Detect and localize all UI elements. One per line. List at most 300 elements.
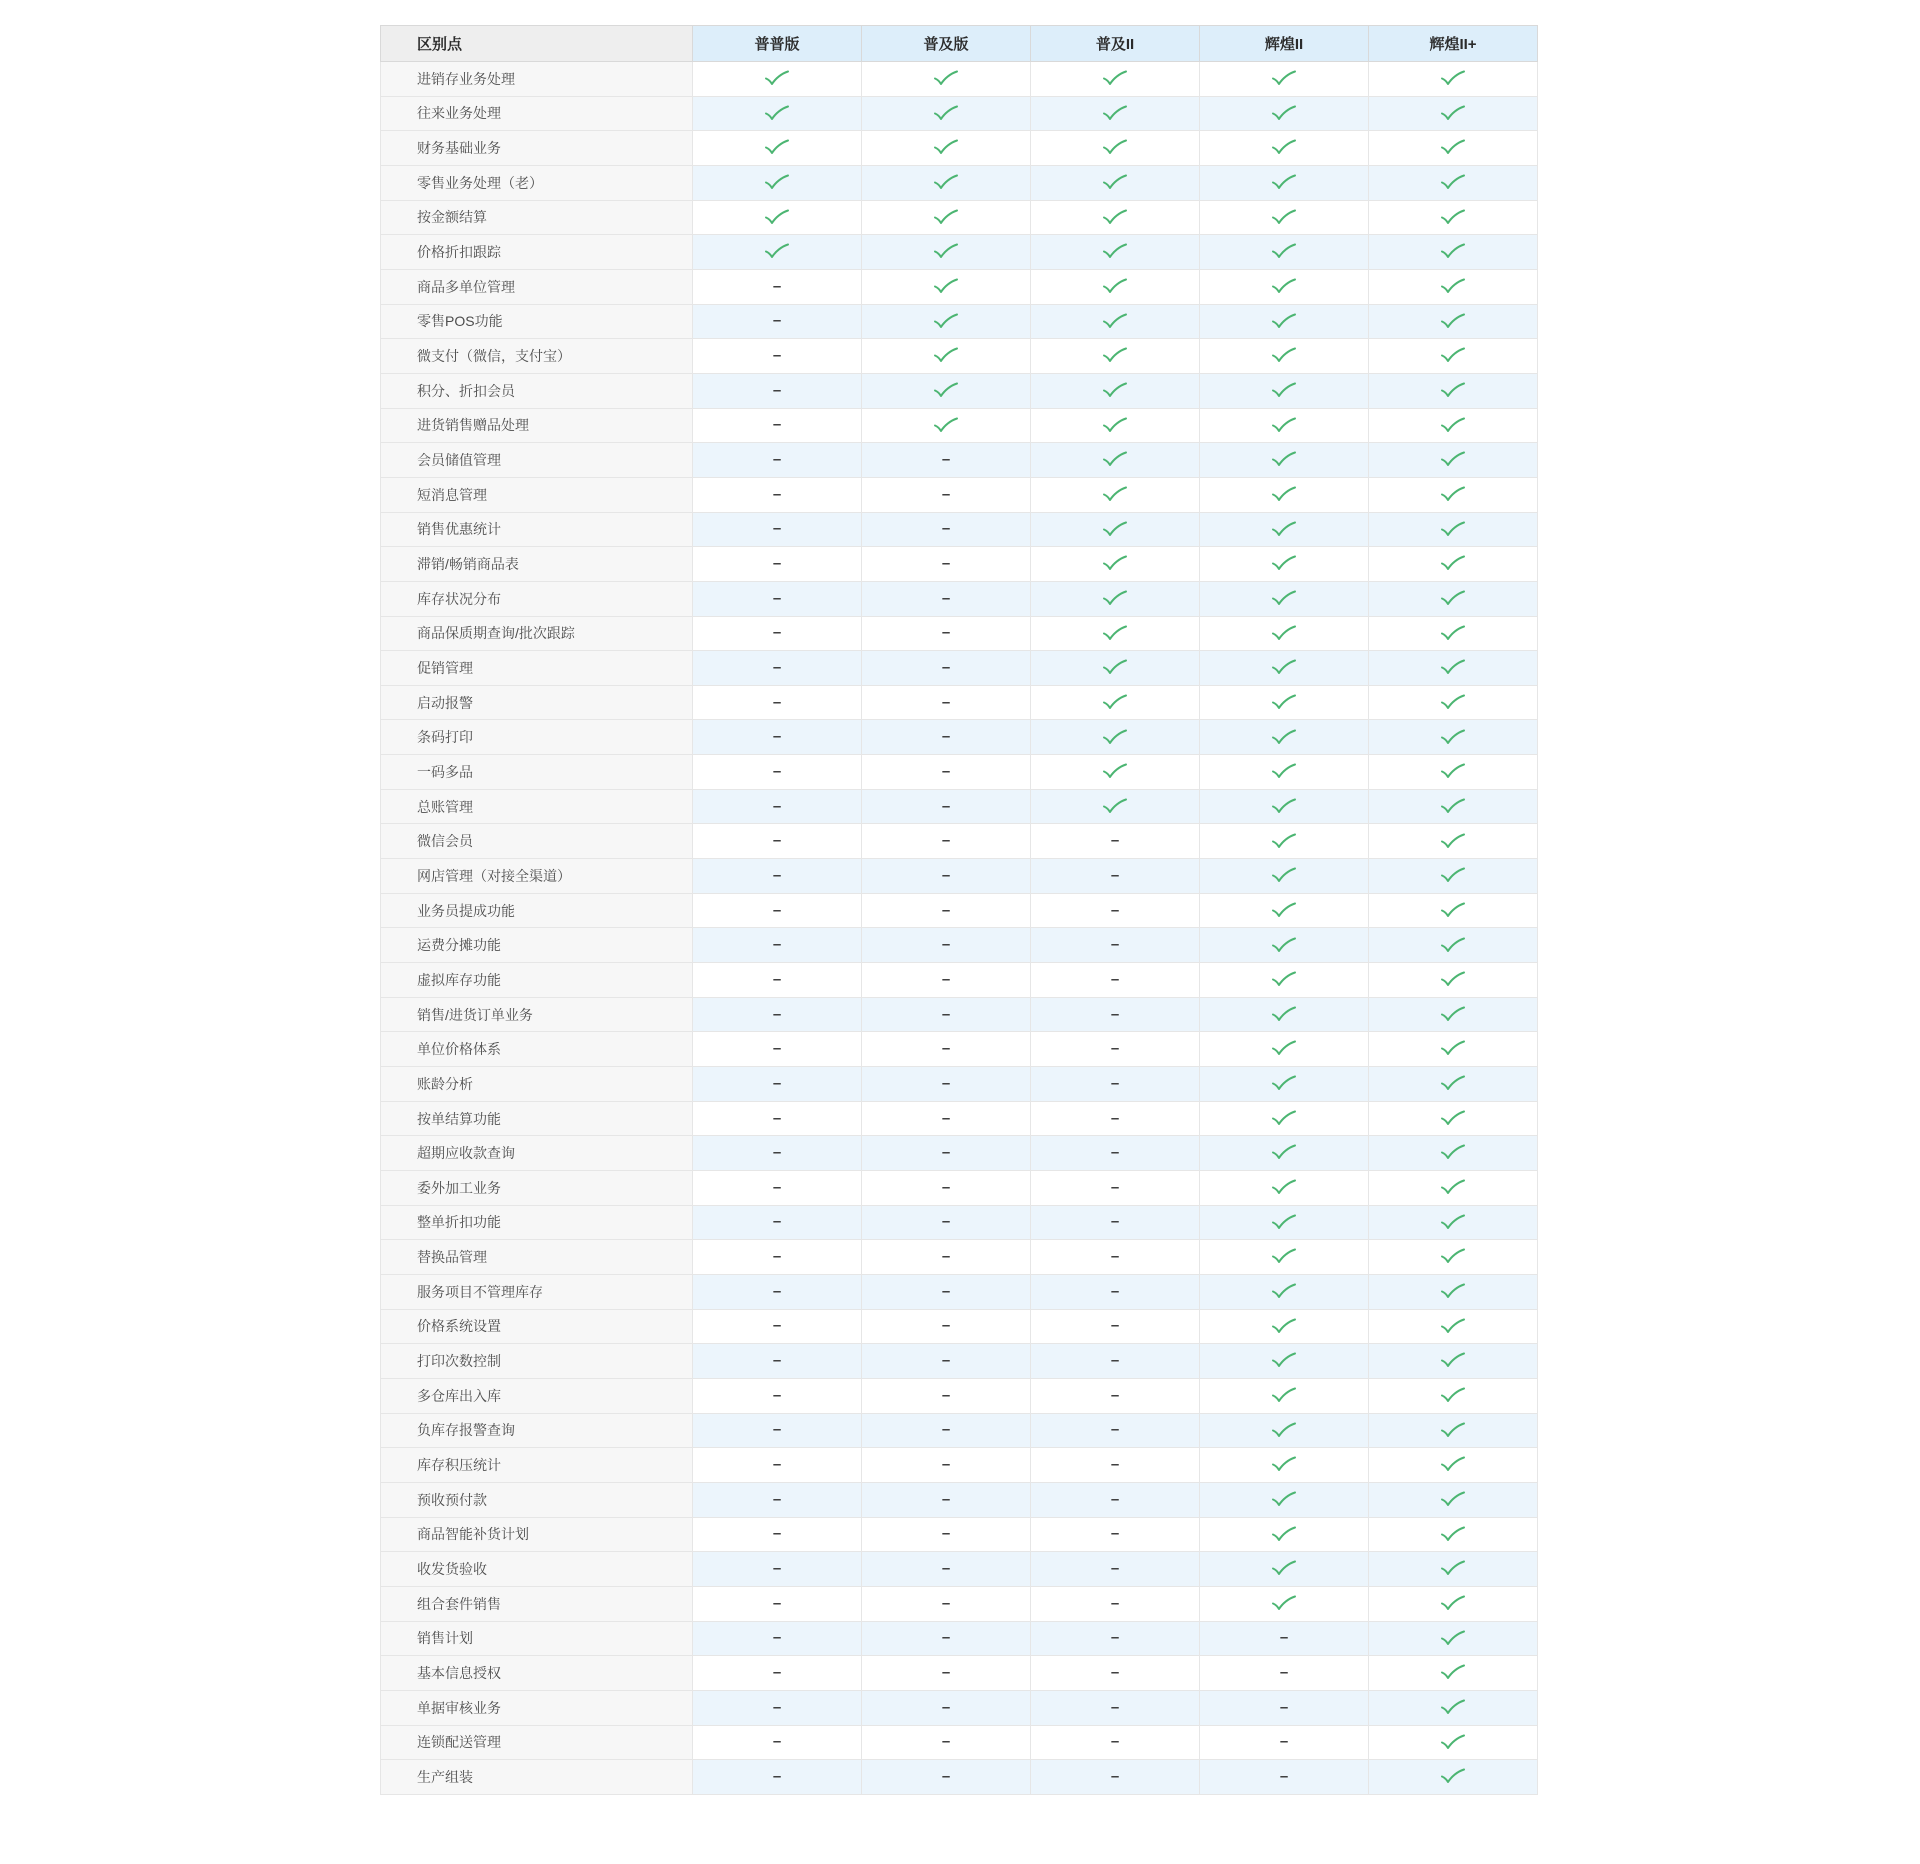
check-icon: [1101, 174, 1129, 191]
dash-cell: [862, 963, 1031, 998]
check-cell: [862, 235, 1031, 270]
dash-cell: [693, 408, 862, 443]
check-icon: [1270, 1526, 1298, 1543]
dash-icon: –: [1110, 1421, 1120, 1439]
dash-icon: –: [1279, 1664, 1289, 1682]
dash-icon: –: [772, 1317, 782, 1335]
dash-icon: –: [772, 1074, 782, 1092]
dash-icon: –: [941, 1213, 951, 1231]
check-icon: [1439, 139, 1467, 156]
check-icon: [932, 278, 960, 295]
dash-cell: [862, 443, 1031, 478]
check-icon: [1101, 763, 1129, 780]
check-icon: [1439, 1560, 1467, 1577]
dash-cell: [1031, 1690, 1200, 1725]
check-icon: [1270, 1214, 1298, 1231]
dash-icon: –: [941, 1282, 951, 1300]
dash-cell: [1031, 1725, 1200, 1760]
dash-cell: [1031, 1171, 1200, 1206]
check-icon: [1270, 1560, 1298, 1577]
check-cell: [862, 96, 1031, 131]
check-icon: [1439, 1630, 1467, 1647]
dash-icon: –: [1110, 1560, 1120, 1578]
dash-icon: –: [941, 728, 951, 746]
dash-cell: [862, 859, 1031, 894]
check-icon: [1439, 1144, 1467, 1161]
check-icon: [1270, 347, 1298, 364]
check-cell: [862, 62, 1031, 97]
check-cell: [1200, 997, 1369, 1032]
table-row: [381, 1621, 1538, 1656]
table-row: [381, 893, 1538, 928]
check-cell: [693, 96, 862, 131]
feature-label: 滞销/畅销商品表: [381, 547, 693, 582]
check-icon: [1439, 1075, 1467, 1092]
table-row: [381, 235, 1538, 270]
check-cell: [1369, 165, 1538, 200]
table-row: [381, 1171, 1538, 1206]
dash-icon: –: [1110, 1005, 1120, 1023]
dash-cell: [862, 1067, 1031, 1102]
check-icon: [1101, 729, 1129, 746]
check-cell: [1369, 928, 1538, 963]
check-cell: [1200, 1448, 1369, 1483]
dash-cell: [1031, 1032, 1200, 1067]
dash-icon: –: [1110, 1629, 1120, 1647]
dash-cell: [693, 1378, 862, 1413]
check-cell: [1031, 269, 1200, 304]
dash-icon: –: [772, 520, 782, 538]
dash-cell: [1031, 1448, 1200, 1483]
dash-cell: [1031, 1344, 1200, 1379]
check-cell: [1369, 373, 1538, 408]
dash-cell: [693, 1240, 862, 1275]
check-icon: [1101, 70, 1129, 87]
check-icon: [1101, 417, 1129, 434]
check-cell: [1200, 1136, 1369, 1171]
check-icon: [1439, 1387, 1467, 1404]
check-cell: [1200, 477, 1369, 512]
dash-icon: –: [941, 1767, 951, 1785]
check-cell: [1200, 269, 1369, 304]
check-icon: [1101, 798, 1129, 815]
dash-cell: [862, 651, 1031, 686]
dash-cell: [693, 1274, 862, 1309]
check-icon: [1439, 937, 1467, 954]
feature-label: 一码多品: [381, 755, 693, 790]
dash-icon: –: [1110, 1248, 1120, 1266]
check-icon: [1439, 1699, 1467, 1716]
dash-icon: –: [1279, 1629, 1289, 1647]
dash-icon: –: [941, 832, 951, 850]
feature-label: 业务员提成功能: [381, 893, 693, 928]
dash-icon: –: [941, 1525, 951, 1543]
check-cell: [1200, 928, 1369, 963]
check-icon: [1270, 1422, 1298, 1439]
table-row: [381, 477, 1538, 512]
feature-label: 商品保质期查询/批次跟踪: [381, 616, 693, 651]
dash-cell: [1031, 997, 1200, 1032]
table-row: [381, 1032, 1538, 1067]
check-icon: [1270, 174, 1298, 191]
dash-cell: [862, 1413, 1031, 1448]
check-cell: [1369, 200, 1538, 235]
check-icon: [1270, 1040, 1298, 1057]
dash-icon: –: [772, 1490, 782, 1508]
check-cell: [1369, 1344, 1538, 1379]
check-cell: [1031, 165, 1200, 200]
check-icon: [1270, 278, 1298, 295]
dash-icon: –: [772, 658, 782, 676]
check-icon: [1270, 590, 1298, 607]
check-icon: [1270, 937, 1298, 954]
dash-cell: [862, 928, 1031, 963]
table-row: [381, 1586, 1538, 1621]
check-icon: [1101, 486, 1129, 503]
dash-icon: –: [1110, 1317, 1120, 1335]
feature-label: 库存积压统计: [381, 1448, 693, 1483]
dash-icon: –: [1110, 1352, 1120, 1370]
check-icon: [1439, 313, 1467, 330]
check-cell: [1031, 789, 1200, 824]
table-row: [381, 1448, 1538, 1483]
check-icon: [1270, 486, 1298, 503]
check-cell: [693, 165, 862, 200]
check-cell: [1031, 547, 1200, 582]
check-icon: [1270, 139, 1298, 156]
dash-cell: [693, 304, 862, 339]
dash-cell: [693, 1205, 862, 1240]
check-cell: [1200, 1344, 1369, 1379]
table-row: [381, 1725, 1538, 1760]
dash-icon: –: [1110, 1386, 1120, 1404]
dash-cell: [862, 789, 1031, 824]
dash-cell: [1031, 1136, 1200, 1171]
check-cell: [1369, 581, 1538, 616]
check-icon: [932, 347, 960, 364]
dash-cell: [693, 1448, 862, 1483]
check-cell: [1200, 235, 1369, 270]
dash-cell: [862, 1656, 1031, 1691]
feature-label: 往来业务处理: [381, 96, 693, 131]
check-icon: [1270, 1144, 1298, 1161]
table-row: [381, 928, 1538, 963]
dash-icon: –: [772, 1698, 782, 1716]
dash-icon: –: [1110, 1074, 1120, 1092]
feature-label: 销售优惠统计: [381, 512, 693, 547]
check-icon: [1439, 1526, 1467, 1543]
dash-cell: [693, 477, 862, 512]
check-icon: [932, 243, 960, 260]
check-cell: [1369, 512, 1538, 547]
dash-cell: [693, 1656, 862, 1691]
dash-cell: [1031, 1621, 1200, 1656]
table-row: [381, 824, 1538, 859]
dash-icon: –: [772, 1733, 782, 1751]
dash-cell: [1200, 1760, 1369, 1795]
dash-cell: [862, 547, 1031, 582]
dash-icon: –: [772, 485, 782, 503]
check-icon: [1439, 1179, 1467, 1196]
feature-label: 进货销售赠品处理: [381, 408, 693, 443]
dash-icon: –: [941, 866, 951, 884]
check-cell: [1200, 131, 1369, 166]
dash-cell: [693, 1725, 862, 1760]
dash-cell: [862, 824, 1031, 859]
check-cell: [1031, 512, 1200, 547]
check-icon: [1439, 1456, 1467, 1473]
dash-cell: [1031, 893, 1200, 928]
check-cell: [1369, 824, 1538, 859]
dash-cell: [862, 1690, 1031, 1725]
dash-cell: [693, 720, 862, 755]
check-icon: [1270, 243, 1298, 260]
check-icon: [1439, 1283, 1467, 1300]
dash-cell: [693, 1586, 862, 1621]
check-icon: [1270, 867, 1298, 884]
check-cell: [1369, 1656, 1538, 1691]
check-cell: [1200, 1205, 1369, 1240]
check-icon: [1270, 1491, 1298, 1508]
feature-label: 委外加工业务: [381, 1171, 693, 1206]
check-cell: [1369, 789, 1538, 824]
check-icon: [1270, 105, 1298, 122]
table-row: [381, 1517, 1538, 1552]
edition-header: 普及II: [1031, 26, 1200, 62]
dash-cell: [862, 1621, 1031, 1656]
check-icon: [1439, 555, 1467, 572]
table-row: [381, 755, 1538, 790]
check-cell: [862, 339, 1031, 374]
header-row: [381, 26, 1538, 62]
check-cell: [1369, 1378, 1538, 1413]
check-cell: [1200, 755, 1369, 790]
dash-cell: [862, 512, 1031, 547]
dash-icon: –: [1110, 1040, 1120, 1058]
feature-label: 负库存报警查询: [381, 1413, 693, 1448]
check-icon: [932, 105, 960, 122]
dash-icon: –: [772, 1248, 782, 1266]
dash-icon: –: [772, 1525, 782, 1543]
check-icon: [1439, 1318, 1467, 1335]
check-cell: [1369, 893, 1538, 928]
check-cell: [1031, 200, 1200, 235]
check-cell: [1369, 1309, 1538, 1344]
feature-label: 进销存业务处理: [381, 62, 693, 97]
dash-icon: –: [772, 1767, 782, 1785]
edition-header: 普普版: [693, 26, 862, 62]
check-icon: [1439, 1422, 1467, 1439]
dash-cell: [862, 1205, 1031, 1240]
edition-comparison-table: [380, 25, 1538, 1795]
check-cell: [1369, 1517, 1538, 1552]
check-icon: [1270, 763, 1298, 780]
dash-icon: –: [941, 1248, 951, 1266]
dash-cell: [1031, 859, 1200, 894]
dash-icon: –: [1110, 832, 1120, 850]
dash-cell: [862, 1171, 1031, 1206]
dash-icon: –: [772, 832, 782, 850]
dash-cell: [862, 755, 1031, 790]
check-icon: [1439, 798, 1467, 815]
dash-cell: [862, 1586, 1031, 1621]
feature-column-header: 区别点: [381, 26, 693, 62]
dash-icon: –: [941, 1698, 951, 1716]
dash-icon: –: [772, 1560, 782, 1578]
feature-label: 微支付（微信，支付宝）: [381, 339, 693, 374]
dash-icon: –: [772, 901, 782, 919]
check-icon: [1270, 417, 1298, 434]
check-cell: [1200, 1274, 1369, 1309]
check-icon: [1439, 486, 1467, 503]
dash-icon: –: [1110, 1594, 1120, 1612]
dash-cell: [862, 1274, 1031, 1309]
feature-label: 按单结算功能: [381, 1101, 693, 1136]
check-icon: [932, 139, 960, 156]
check-icon: [1439, 1595, 1467, 1612]
feature-label: 积分、折扣会员: [381, 373, 693, 408]
table-row: [381, 1482, 1538, 1517]
check-icon: [1439, 347, 1467, 364]
table-row: [381, 859, 1538, 894]
feature-label: 销售计划: [381, 1621, 693, 1656]
feature-label: 多仓库出入库: [381, 1378, 693, 1413]
dash-cell: [1031, 1309, 1200, 1344]
check-icon: [1439, 243, 1467, 260]
check-icon: [1439, 70, 1467, 87]
table-row: [381, 1690, 1538, 1725]
table-row: [381, 547, 1538, 582]
table-row: [381, 1413, 1538, 1448]
check-icon: [1101, 694, 1129, 711]
check-cell: [1200, 62, 1369, 97]
check-cell: [862, 165, 1031, 200]
dash-icon: –: [772, 1040, 782, 1058]
table-row: [381, 1136, 1538, 1171]
check-cell: [1200, 96, 1369, 131]
dash-cell: [693, 1344, 862, 1379]
check-icon: [763, 105, 791, 122]
check-cell: [1031, 62, 1200, 97]
check-cell: [1200, 1171, 1369, 1206]
check-cell: [862, 408, 1031, 443]
check-cell: [1369, 408, 1538, 443]
check-cell: [1200, 1378, 1369, 1413]
dash-icon: –: [941, 936, 951, 954]
dash-cell: [862, 1240, 1031, 1275]
check-icon: [1270, 1595, 1298, 1612]
dash-cell: [862, 1032, 1031, 1067]
check-icon: [763, 139, 791, 156]
check-cell: [1200, 1517, 1369, 1552]
check-icon: [1101, 555, 1129, 572]
dash-cell: [693, 651, 862, 686]
dash-icon: –: [941, 1456, 951, 1474]
dash-cell: [862, 1378, 1031, 1413]
dash-cell: [693, 824, 862, 859]
feature-label: 会员储值管理: [381, 443, 693, 478]
check-cell: [1369, 1136, 1538, 1171]
check-cell: [1369, 96, 1538, 131]
dash-icon: –: [772, 1352, 782, 1370]
table-row: [381, 1274, 1538, 1309]
dash-cell: [1200, 1621, 1369, 1656]
check-cell: [1031, 443, 1200, 478]
dash-icon: –: [772, 624, 782, 642]
check-icon: [1439, 1214, 1467, 1231]
dash-cell: [693, 997, 862, 1032]
dash-cell: [693, 1413, 862, 1448]
dash-cell: [862, 1482, 1031, 1517]
check-icon: [1101, 209, 1129, 226]
edition-header: 辉煌II: [1200, 26, 1369, 62]
check-icon: [1439, 867, 1467, 884]
check-cell: [1200, 1067, 1369, 1102]
check-icon: [1270, 1075, 1298, 1092]
feature-label: 基本信息授权: [381, 1656, 693, 1691]
dash-cell: [693, 1136, 862, 1171]
dash-cell: [693, 1171, 862, 1206]
check-icon: [1270, 209, 1298, 226]
table-row: [381, 581, 1538, 616]
check-icon: [1439, 1734, 1467, 1751]
feature-label: 按金额结算: [381, 200, 693, 235]
dash-icon: –: [941, 1178, 951, 1196]
dash-icon: –: [1110, 1525, 1120, 1543]
check-cell: [1031, 373, 1200, 408]
check-cell: [1200, 1482, 1369, 1517]
check-icon: [932, 174, 960, 191]
check-icon: [1270, 659, 1298, 676]
dash-cell: [862, 1101, 1031, 1136]
check-cell: [1031, 131, 1200, 166]
dash-icon: –: [772, 1421, 782, 1439]
check-cell: [1369, 1690, 1538, 1725]
check-cell: [1369, 477, 1538, 512]
check-cell: [1200, 1101, 1369, 1136]
check-icon: [1270, 625, 1298, 642]
dash-icon: –: [1110, 970, 1120, 988]
dash-icon: –: [772, 970, 782, 988]
dash-icon: –: [772, 347, 782, 365]
dash-icon: –: [772, 416, 782, 434]
check-icon: [1270, 798, 1298, 815]
check-icon: [1439, 382, 1467, 399]
table-row: [381, 1240, 1538, 1275]
check-icon: [763, 174, 791, 191]
check-cell: [1031, 720, 1200, 755]
check-icon: [1439, 902, 1467, 919]
dash-cell: [1031, 928, 1200, 963]
feature-label: 微信会员: [381, 824, 693, 859]
check-cell: [1200, 859, 1369, 894]
check-cell: [1200, 165, 1369, 200]
check-icon: [1101, 659, 1129, 676]
feature-label: 商品智能补货计划: [381, 1517, 693, 1552]
check-cell: [1369, 547, 1538, 582]
dash-cell: [1031, 1760, 1200, 1795]
table-row: [381, 131, 1538, 166]
check-cell: [1200, 963, 1369, 998]
check-cell: [1369, 1448, 1538, 1483]
feature-label: 运费分摊功能: [381, 928, 693, 963]
dash-icon: –: [941, 1629, 951, 1647]
check-cell: [1369, 997, 1538, 1032]
feature-label: 库存状况分布: [381, 581, 693, 616]
check-icon: [1439, 209, 1467, 226]
dash-icon: –: [772, 381, 782, 399]
check-cell: [1369, 1067, 1538, 1102]
